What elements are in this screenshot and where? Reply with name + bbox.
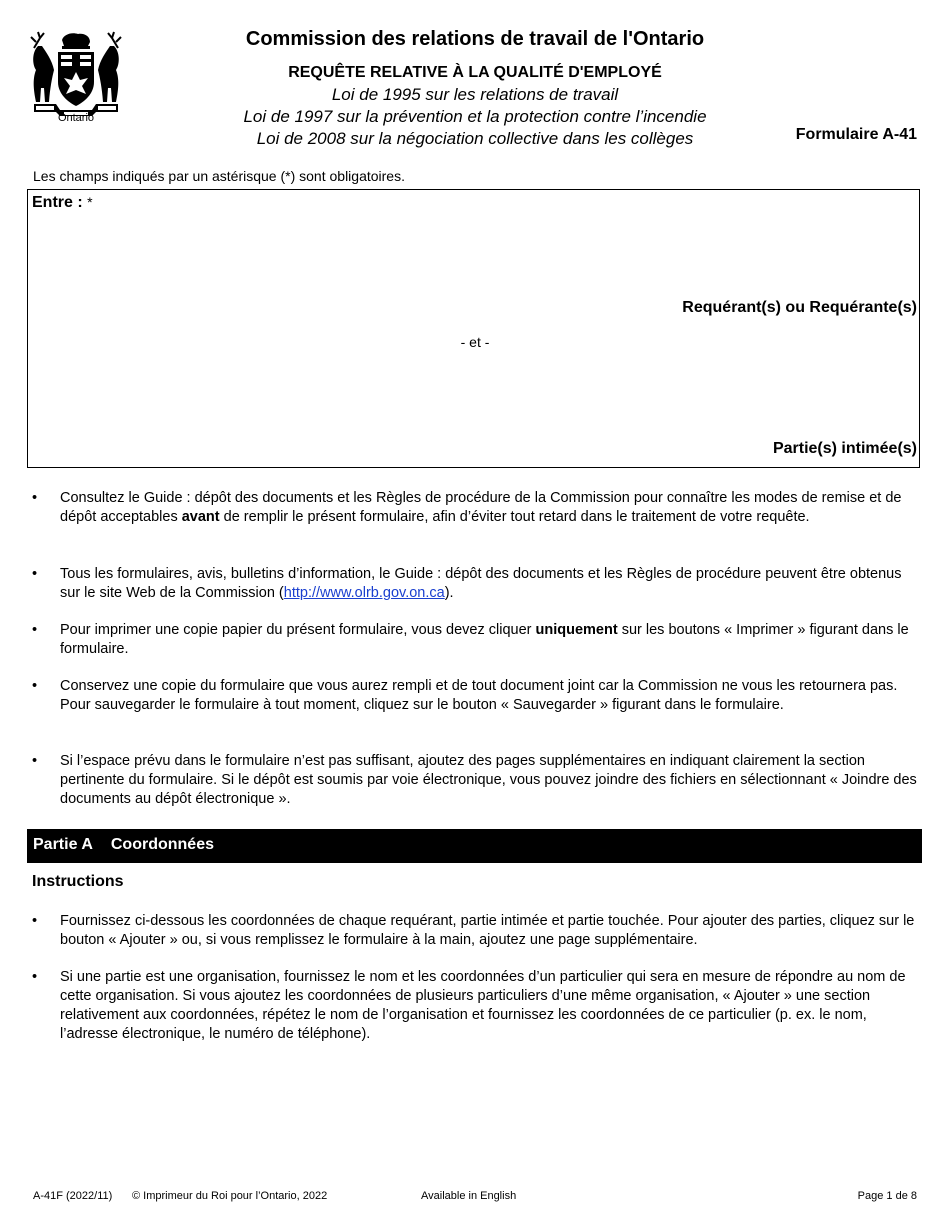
bullet-text: Tous les formulaires, avis, bulletins d’information, le Guide : dépôt des documents et les Règles de procédure peuvent être obtenus sur le site Web de la Commission (: [60, 566, 902, 601]
applicant-label: Requérant(s) ou Requérante(s): [682, 299, 917, 316]
form-subtitle: REQUÊTE RELATIVE À LA QUALITÉ D'EMPLOYÉ: [288, 64, 662, 81]
bullet-print: [32, 621, 922, 659]
required-asterisk: *: [87, 194, 93, 210]
bullet-text: Fournissez ci-dessous les coordonnées de chaque requérant, partie intimée et partie touchée. Pour ajouter des parties, cliquez sur le bouton « Ajouter » ou, si vous remplissez le formulaire à la main, ajoutez une page supplémentaire.: [60, 913, 915, 948]
footer-copyright: © Imprimeur du Roi pour l’Ontario, 2022: [132, 1190, 328, 1202]
section-part-label: Partie A: [33, 836, 93, 853]
bullet-marker: •: [32, 566, 38, 582]
bullet-forms-website: [32, 565, 922, 603]
bullet-marker: •: [32, 969, 38, 985]
footer-language: Available in English: [421, 1190, 517, 1202]
and-separator: - et -: [460, 334, 490, 350]
bullet-text: Conservez une copie du formulaire que vous aurez rempli et de tout document joint car la Commission ne vous les retournera pas. Pour sauvegarder le formulaire à tout moment, cliquez sur le bouton « Sauvegarder » figurant dans le formulaire.: [60, 678, 898, 713]
footer-page-number: Page 1 de 8: [857, 1190, 917, 1202]
bullet-emphasis: avant: [181, 509, 220, 525]
required-fields-note: Les champs indiqués par un astérisque (*) sont obligatoires.: [33, 168, 405, 184]
bullet-text: Consultez le Guide : dépôt des documents et les Règles de procédure de la Commission pour connaître les modes de remise et de dépôt acceptables: [60, 490, 902, 525]
logo-caption: Ontario: [57, 112, 95, 124]
act-line-2: Loi de 1997 sur la prévention et la protection contre l’incendie: [243, 107, 707, 126]
bullet-extra-pages: [32, 752, 922, 809]
bullet-text: Pour imprimer une copie papier du présent formulaire, vous devez cliquer: [60, 622, 536, 638]
commission-title: Commission des relations de travail de l'Ontario: [245, 28, 705, 50]
instruction-contact-info: [32, 912, 922, 950]
instruction-organization: [32, 968, 922, 1044]
bullet-text: sur les boutons « Imprimer » figurant dans le formulaire.: [60, 622, 909, 657]
bullet-marker: •: [32, 678, 38, 694]
bullet-marker: •: [32, 622, 38, 638]
between-label-text: Entre :: [32, 194, 83, 211]
bullet-text: ).: [444, 585, 454, 601]
section-title: Coordonnées: [110, 836, 214, 853]
act-line-3: Loi de 2008 sur la négociation collective dans les collèges: [256, 129, 694, 148]
instructions-heading: Instructions: [32, 873, 124, 890]
between-label: [32, 194, 93, 212]
parties-input-box[interactable]: [27, 189, 920, 468]
section-a-header: [27, 829, 922, 863]
act-line-1: Loi de 1995 sur les relations de travail: [331, 85, 619, 104]
form-number: Formulaire A-41: [795, 126, 917, 143]
bullet-marker: •: [32, 753, 38, 769]
bullet-text: Si une partie est une organisation, fournissez le nom et les coordonnées d’un particulier qui sera en mesure de répondre au nom de cette organisation. Si vous ajoutez les coordonnées de plusieurs particuliers d’une même organisation, « Ajouter » une section relativement aux coordonnées, répétez le nom de l’organisation et fournissez les coordonnées de ce particulier (p. ex. le nom, l’adresse électronique, le numéro de téléphone).: [60, 969, 906, 1042]
bullet-marker: •: [32, 490, 38, 506]
footer-form-code: A-41F (2022/11): [33, 1190, 113, 1202]
bullet-marker: •: [32, 913, 38, 929]
respondent-label: Partie(s) intimée(s): [772, 440, 917, 457]
olrb-website-link[interactable]: http://www.olrb.gov.on.ca: [283, 585, 445, 601]
bullet-emphasis: uniquement: [535, 622, 618, 638]
bullet-text: de remplir le présent formulaire, afin d’éviter tout retard dans le traitement de votre requête.: [219, 509, 810, 525]
bullet-text: Si l’espace prévu dans le formulaire n’est pas suffisant, ajoutez des pages supplémentaires en indiquant clairement la section pertinente du formulaire. Si le dépôt est soumis par voie électronique, vous pouvez joindre des fichiers en sélectionnant « Joindre des documents au dépôt électronique ».: [60, 753, 917, 807]
bullet-save: [32, 677, 922, 715]
bullet-guide: [32, 489, 922, 527]
